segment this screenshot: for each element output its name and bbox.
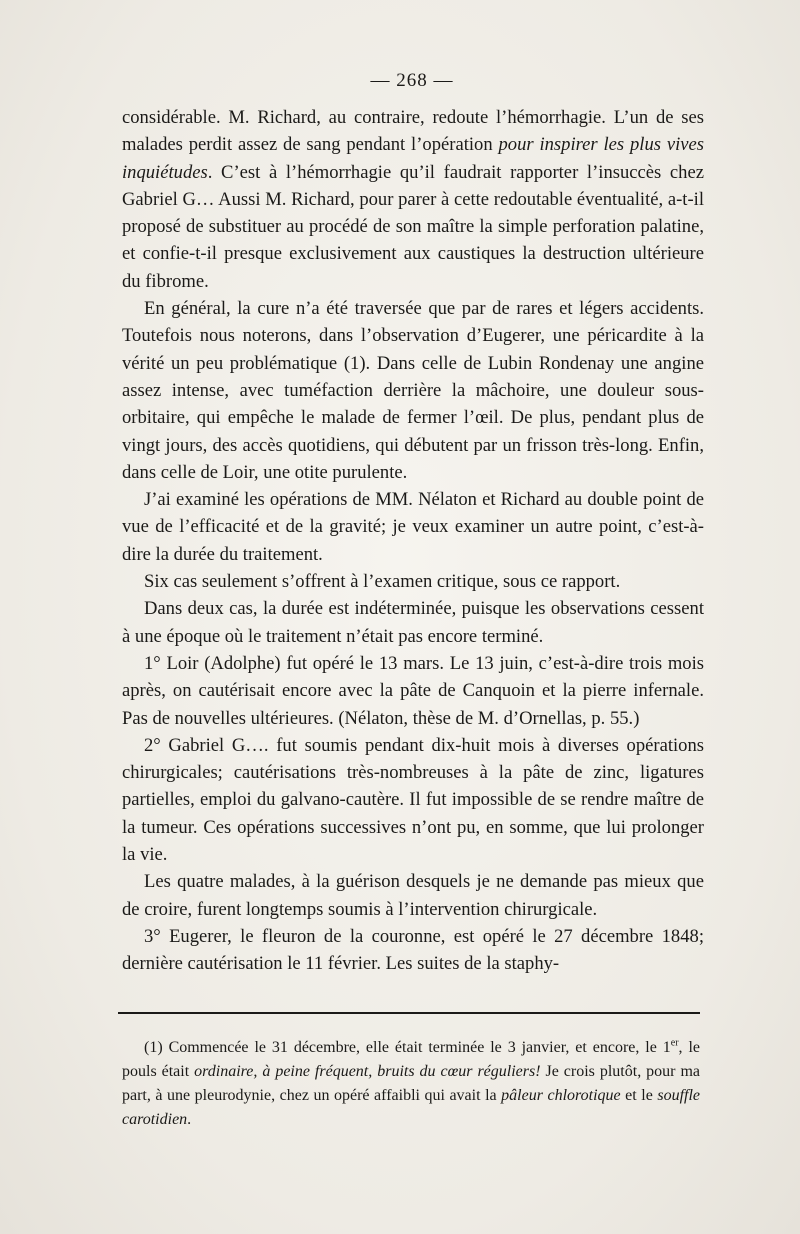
paragraph-9: 3° Eugerer, le fleuron de la couronne, est opéré le 27 décembre 1848; dernière cautérisation le 11 février. Les suites de la staphy- — [122, 925, 704, 975]
paragraph-4: Six cas seulement s’offrent à l’examen critique, sous ce rapport. — [144, 571, 621, 593]
footnote-divider — [118, 1012, 700, 1014]
page-number: — 268 — — [370, 70, 454, 91]
footnote-text: (1) Commencée le 31 décembre, elle était terminée le 3 janvier, et encore, le 1er, le pouls était ordinaire, à peine fréquent, bruits du cœur réguliers! Je crois plutôt, pour ma part, à une pleurodynie, chez un opéré affaibli qui avait la pâleur chlorotique et le souffle carotidien. — [122, 1037, 701, 1128]
body-text — [122, 104, 704, 978]
paragraph-8: Les quatre malades, à la guérison desquels je ne demande pas mieux que de croire, furent longtemps soumis à l’intervention chirurgicale. — [122, 871, 704, 920]
footnote — [122, 1036, 700, 1132]
paragraph-5: Dans deux cas, la durée est indéterminée, puisque les observations cessent à une époque où le traitement n’était pas encore terminé. — [122, 598, 704, 647]
paragraph-2: En général, la cure n’a été traversée que par de rares et légers accidents. Toutefois nous noterons, dans l’observation d’Eugerer, une péricardite à la vérité un peu problématique (1). Dans celle de Lubin Rondenay une angine assez intense, avec tuméfaction derrière la mâchoire, une douleur sous-orbitaire, qui empêche le malade de fermer l’œil. De plus, pendant plus de vingt jours, des accès quotidiens, qui débutent par un frisson très-long. Enfin, dans celle de Loir, une otite purulente. — [122, 298, 704, 483]
paragraph-7: 2° Gabriel G…. fut soumis pendant dix-huit mois à diverses opérations chirurgicales; cautérisations très-nombreuses à la pâte de zinc, ligatures partielles, emploi du galvano-cautère. Il fut impossible de se rendre maître de la tumeur. Ces opérations successives n’ont pu, en somme, que lui prolonger la vie. — [122, 734, 704, 866]
paragraph-1: considérable. M. Richard, au contraire, redoute l’hémorrhagie. L’un de ses malades perdit assez de sang pendant l’opération pour inspirer les plus vives inquiétudes. C’est à l’hémorrhagie qu’il faudrait rapporter l’insuccès chez Gabriel G… Aussi M. Richard, pour parer à cette redoutable éventualité, a-t-il proposé de substituer au procédé de son maître la simple perforation palatine, et confie-t-il presque exclusivement aux caustiques la destruction ultérieure du fibrome. — [122, 107, 704, 292]
paragraph-6: 1° Loir (Adolphe) fut opéré le 13 mars. Le 13 juin, c’est-à-dire trois mois après, on cautérisait encore avec la pâte de Canquoin et la pierre infernale. Pas de nouvelles ultérieures. (Nélaton, thèse de M. d’Ornellas, p. 55.) — [122, 652, 704, 729]
paragraph-3: J’ai examiné les opérations de MM. Nélaton et Richard au double point de vue de l’efficacité et de la gravité; je veux examiner un autre point, c’est-à-dire la durée du traitement. — [122, 489, 704, 565]
